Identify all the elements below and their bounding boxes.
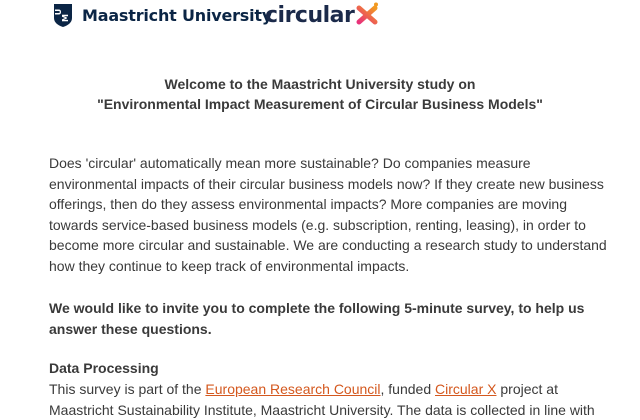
data-processing-text-2: , funded: [380, 381, 436, 397]
welcome-heading: [0, 74, 640, 114]
circular-x-link[interactable]: Circular X: [435, 381, 497, 397]
x-icon: [355, 2, 379, 26]
svg-text:U: U: [54, 8, 63, 16]
european-research-council-link[interactable]: European Research Council: [205, 381, 381, 397]
data-processing-paragraph: [49, 379, 609, 420]
welcome-line-2: "Environmental Impact Measurement of Circular Business Models": [97, 96, 543, 112]
logo-bar: [52, 0, 272, 30]
um-shield-icon: [52, 2, 74, 28]
welcome-line-1: Welcome to the Maastricht University study on: [164, 76, 476, 92]
invite-paragraph: We would like to invite you to complete the following 5-minute survey, to help us answer these questions.: [49, 300, 585, 337]
maastricht-university-logo: [52, 0, 272, 30]
data-processing-heading: Data Processing: [49, 360, 159, 376]
data-processing-text-3: project at Maastricht Sustainability Institute, Maastricht University. The data is collected in line with: [49, 381, 595, 418]
data-processing-text-1: This survey is part of the: [49, 381, 206, 397]
svg-text:M: M: [61, 14, 70, 22]
circular-logo-text: circular: [265, 2, 355, 28]
university-name: Maastricht University: [82, 5, 273, 25]
circular-x-logo: [265, 0, 379, 30]
intro-paragraph: Does 'circular' automatically mean more sustainable? Do companies measure environmental impacts of their circular business models now? If they create new business offerings, then do they assess environmental impacts? More companies are moving towards service-based business models (e.g. subscription, renting, leasing), in order to become more circular and sustainable. We are conducting a research study to understand how they continue to keep track of environmental impacts.: [49, 155, 607, 274]
